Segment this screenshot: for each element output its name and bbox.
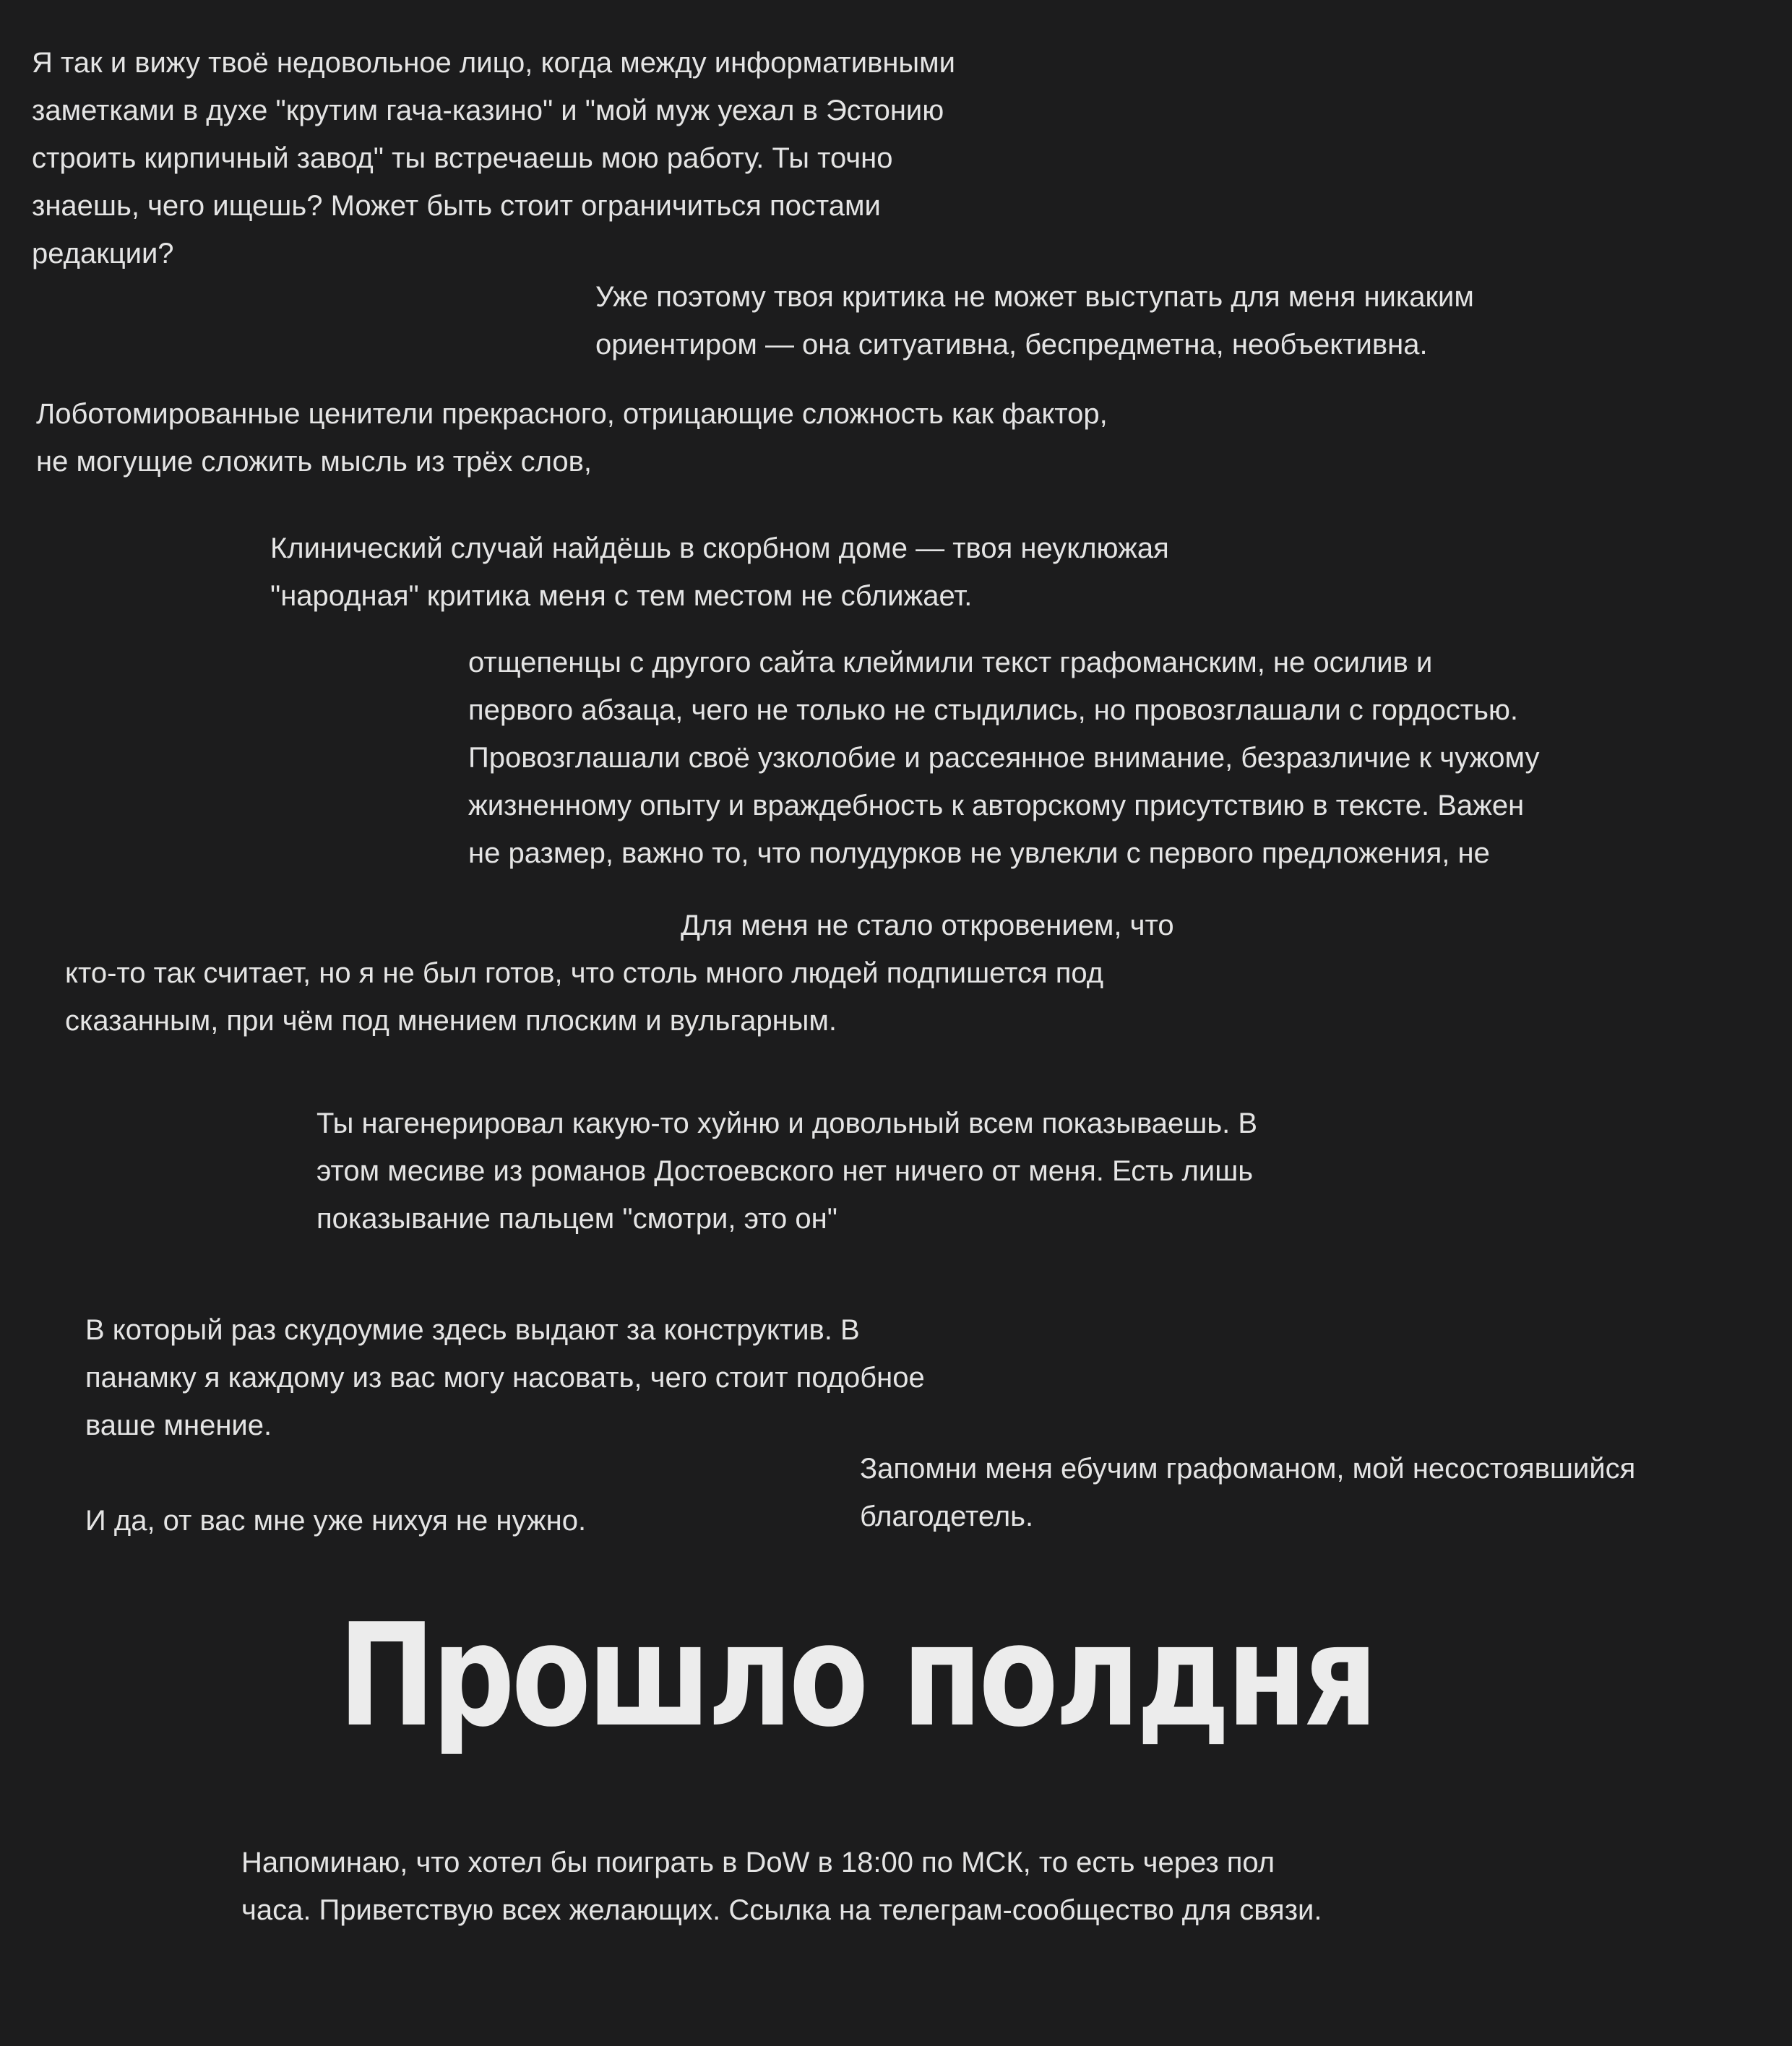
- text-line: этом месиве из романов Достоевского нет ничего от меня. Есть лишь: [316, 1155, 1254, 1187]
- text-line: Лоботомированные ценители прекрасного, отрицающие сложность как фактор,: [36, 398, 1108, 430]
- text-line: Уже поэтому твоя критика не может выступать для меня никаким: [595, 281, 1474, 313]
- text-line: часа. Приветствую всех желающих. Ссылка на телеграм-сообщество для связи.: [241, 1894, 1322, 1926]
- text-fragment-constructive: [85, 1306, 1054, 1449]
- text-line: знаешь, чего ищешь? Может быть стоит ограничиться постами: [32, 190, 881, 222]
- text-line: Запомни меня ебучим графоманом, мой несостоявшийся: [860, 1453, 1636, 1485]
- text-fragment-reminder: [241, 1839, 1484, 1934]
- text-line: благодетель.: [860, 1501, 1034, 1532]
- text-fragment-no-revelation: [65, 902, 1308, 1045]
- text-line: показывание пальцем "смотри, это он": [316, 1203, 837, 1235]
- text-line: Для меня не стало откровением, что: [681, 910, 1174, 941]
- text-line: не могущие сложить мысль из трёх слов,: [36, 446, 593, 478]
- headline-title: Прошло полдня: [338, 1594, 1375, 1758]
- text-line: Провозглашали своё узколобие и рассеянное внимание, безразличие к чужому: [468, 742, 1540, 774]
- text-fragment-connoisseurs: [36, 390, 1265, 485]
- text-fragment-nothing-needed: [85, 1497, 880, 1545]
- text-line: ваше мнение.: [85, 1410, 272, 1441]
- text-line: сказанным, при чём под мнением плоским и вульгарным.: [65, 1005, 837, 1037]
- text-fragment-clinical-case: [270, 525, 1296, 620]
- text-fragment-generated: [316, 1100, 1386, 1243]
- text-line: В который раз скудоумие здесь выдают за конструктив. В: [85, 1314, 860, 1346]
- text-fragment-outcasts: [468, 639, 1668, 877]
- text-line: Ты нагенерировал какую-то хуйню и довольный всем показываешь. В: [316, 1108, 1258, 1139]
- text-line: И да, от вас мне уже нихуя не нужно.: [85, 1505, 587, 1537]
- text-line: жизненному опыту и враждебность к авторскому присутствию в тексте. Важен: [468, 790, 1525, 821]
- text-line: строить кирпичный завод" ты встречаешь мою работу. Ты точно: [32, 142, 893, 174]
- text-line: Клинический случай найдёшь в скорбном доме — твоя неуклюжая: [270, 532, 1169, 564]
- text-line: редакции?: [32, 238, 174, 269]
- text-line: заметками в духе "крутим гача-казино" и "мой муж уехал в Эстонию: [32, 95, 944, 126]
- text-line: ориентиром — она ситуативна, беспредметна, необъективна.: [595, 329, 1428, 361]
- text-line: панамку я каждому из вас могу насовать, чего стоит подобное: [85, 1362, 925, 1394]
- text-line: Я так и вижу твоё недовольное лицо, когда между информативными: [32, 47, 956, 79]
- text-fragment-remember-me: [860, 1445, 1741, 1540]
- text-line: "народная" критика меня с тем местом не сближает.: [270, 580, 973, 612]
- text-fragment-critic-face: [32, 39, 1101, 277]
- text-line: не размер, важно то, что полудурков не увлекли с первого предложения, не: [468, 837, 1490, 869]
- text-line: кто-то так считает, но я не был готов, что столь много людей подпишется под: [65, 957, 1104, 989]
- text-line: отщепенцы с другого сайта клеймили текст графоманским, не осилив и: [468, 647, 1433, 678]
- text-fragment-criticism-situational: [595, 273, 1636, 368]
- text-line: Напоминаю, что хотел бы поиграть в DoW в 18:00 по МСК, то есть через пол: [241, 1847, 1275, 1878]
- text-line: первого абзаца, чего не только не стыдились, но провозглашали с гордостью.: [468, 694, 1519, 726]
